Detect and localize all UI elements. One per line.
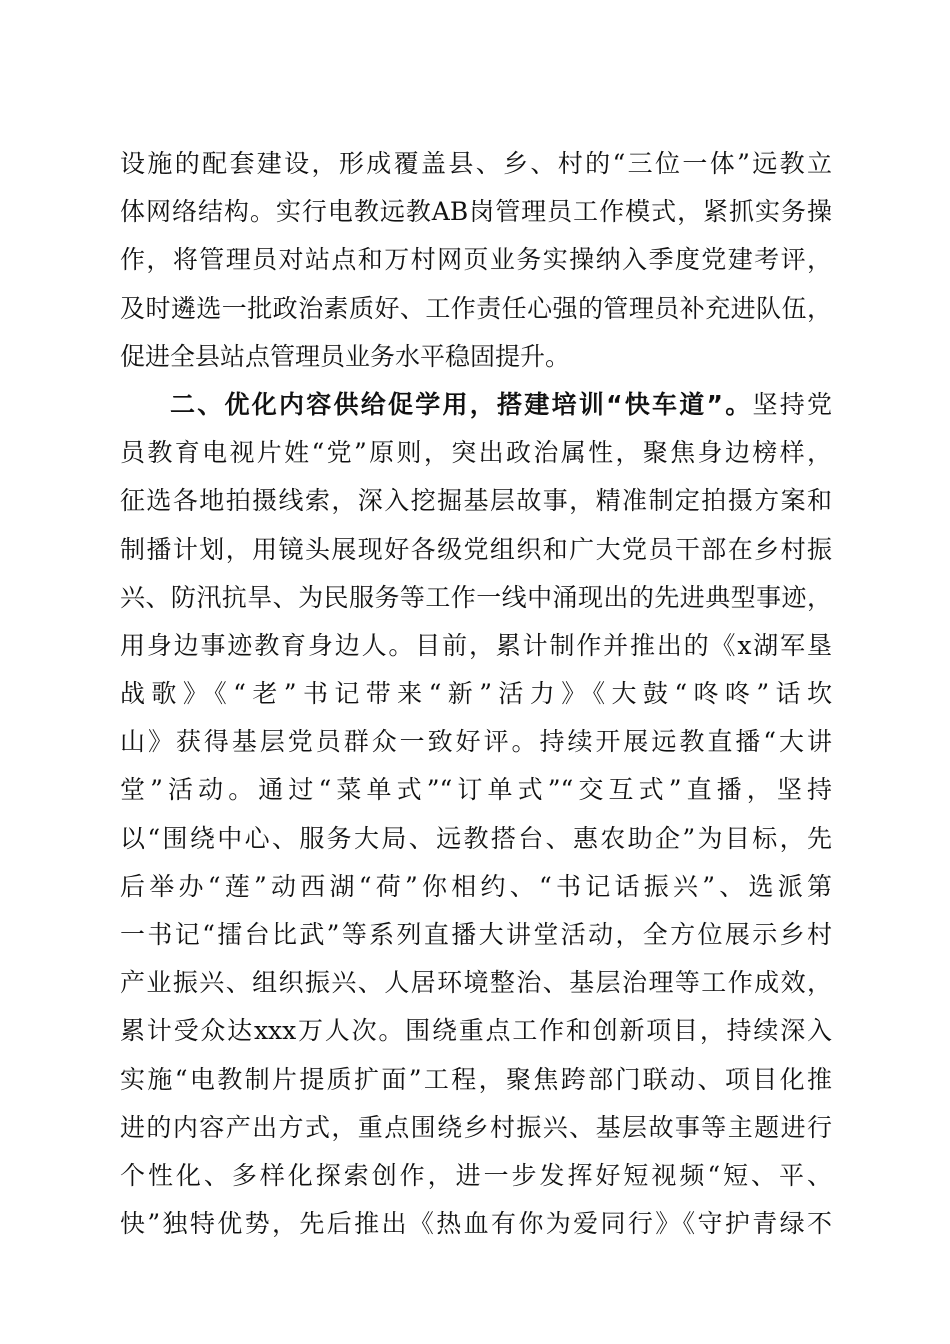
text-line: 累计受众达xxx万人次。围绕重点工作和创新项目，持续深入 — [120, 1016, 832, 1046]
text-line: 快”独特优势，先后推出《热血有你为爱同行》《守护青绿不 — [120, 1209, 832, 1239]
text-line: 征选各地拍摄线索，深入挖掘基层故事，精准制定拍摄方案和 — [120, 486, 832, 516]
text-line: 进的内容产出方式，重点围绕乡村振兴、基层故事等主题进行 — [120, 1112, 832, 1142]
text-line: 后举办“莲”动西湖“荷”你相约、“书记话振兴”、选派第 — [120, 871, 832, 901]
text-line: 用身边事迹教育身边人。目前，累计制作并推出的《x湖军垦 — [120, 630, 832, 660]
section-heading-line — [120, 381, 832, 429]
section-heading: 二、优化内容供给促学用，搭建培训“快车道”。 — [170, 389, 753, 419]
text-line: 实施“电教制片提质扩面”工程，聚焦跨部门联动、项目化推 — [120, 1064, 832, 1094]
text-line: 以“围绕中心、服务大局、远教搭台、惠农助企”为目标，先 — [120, 823, 832, 853]
text-line: 及时遴选一批政治素质好、工作责任心强的管理员补充进队伍， — [120, 293, 832, 323]
text-line: 制播计划，用镜头展现好各级党组织和广大党员干部在乡村振 — [120, 534, 832, 564]
text-line: 产业振兴、组织振兴、人居环境整治、基层治理等工作成效， — [120, 968, 832, 998]
text-fragment: 坚持党 — [752, 389, 832, 419]
text-line: 作，将管理员对站点和万村网页业务实操纳入季度党建考评， — [120, 245, 832, 275]
text-line: 个性化、多样化探索创作，进一步发挥好短视频“短、平、 — [120, 1160, 832, 1190]
text-line: 体网络结构。实行电教远教AB岗管理员工作模式，紧抓实务操 — [120, 197, 832, 227]
text-line: 兴、防汛抗旱、为民服务等工作一线中涌现出的先进典型事迹， — [120, 582, 832, 612]
text-line: 设施的配套建设，形成覆盖县、乡、村的“三位一体”远教立 — [120, 149, 832, 178]
text-line: 战歌》《“老”书记带来“新”活力》《大鼓“咚咚”话坎 — [120, 679, 832, 709]
document-body — [120, 140, 832, 1248]
text-line: 堂”活动。通过“菜单式”“订单式”“交互式”直播，坚持 — [120, 775, 832, 805]
text-line: 一书记“擂台比武”等系列直播大讲堂活动，全方位展示乡村 — [120, 920, 832, 949]
text-line: 员教育电视片姓“党”原则，突出政治属性，聚焦身边榜样， — [120, 438, 832, 468]
text-line: 山》获得基层党员群众一致好评。持续开展远教直播“大讲 — [120, 727, 832, 757]
text-line: 促进全县站点管理员业务水平稳固提升。 — [120, 341, 571, 371]
